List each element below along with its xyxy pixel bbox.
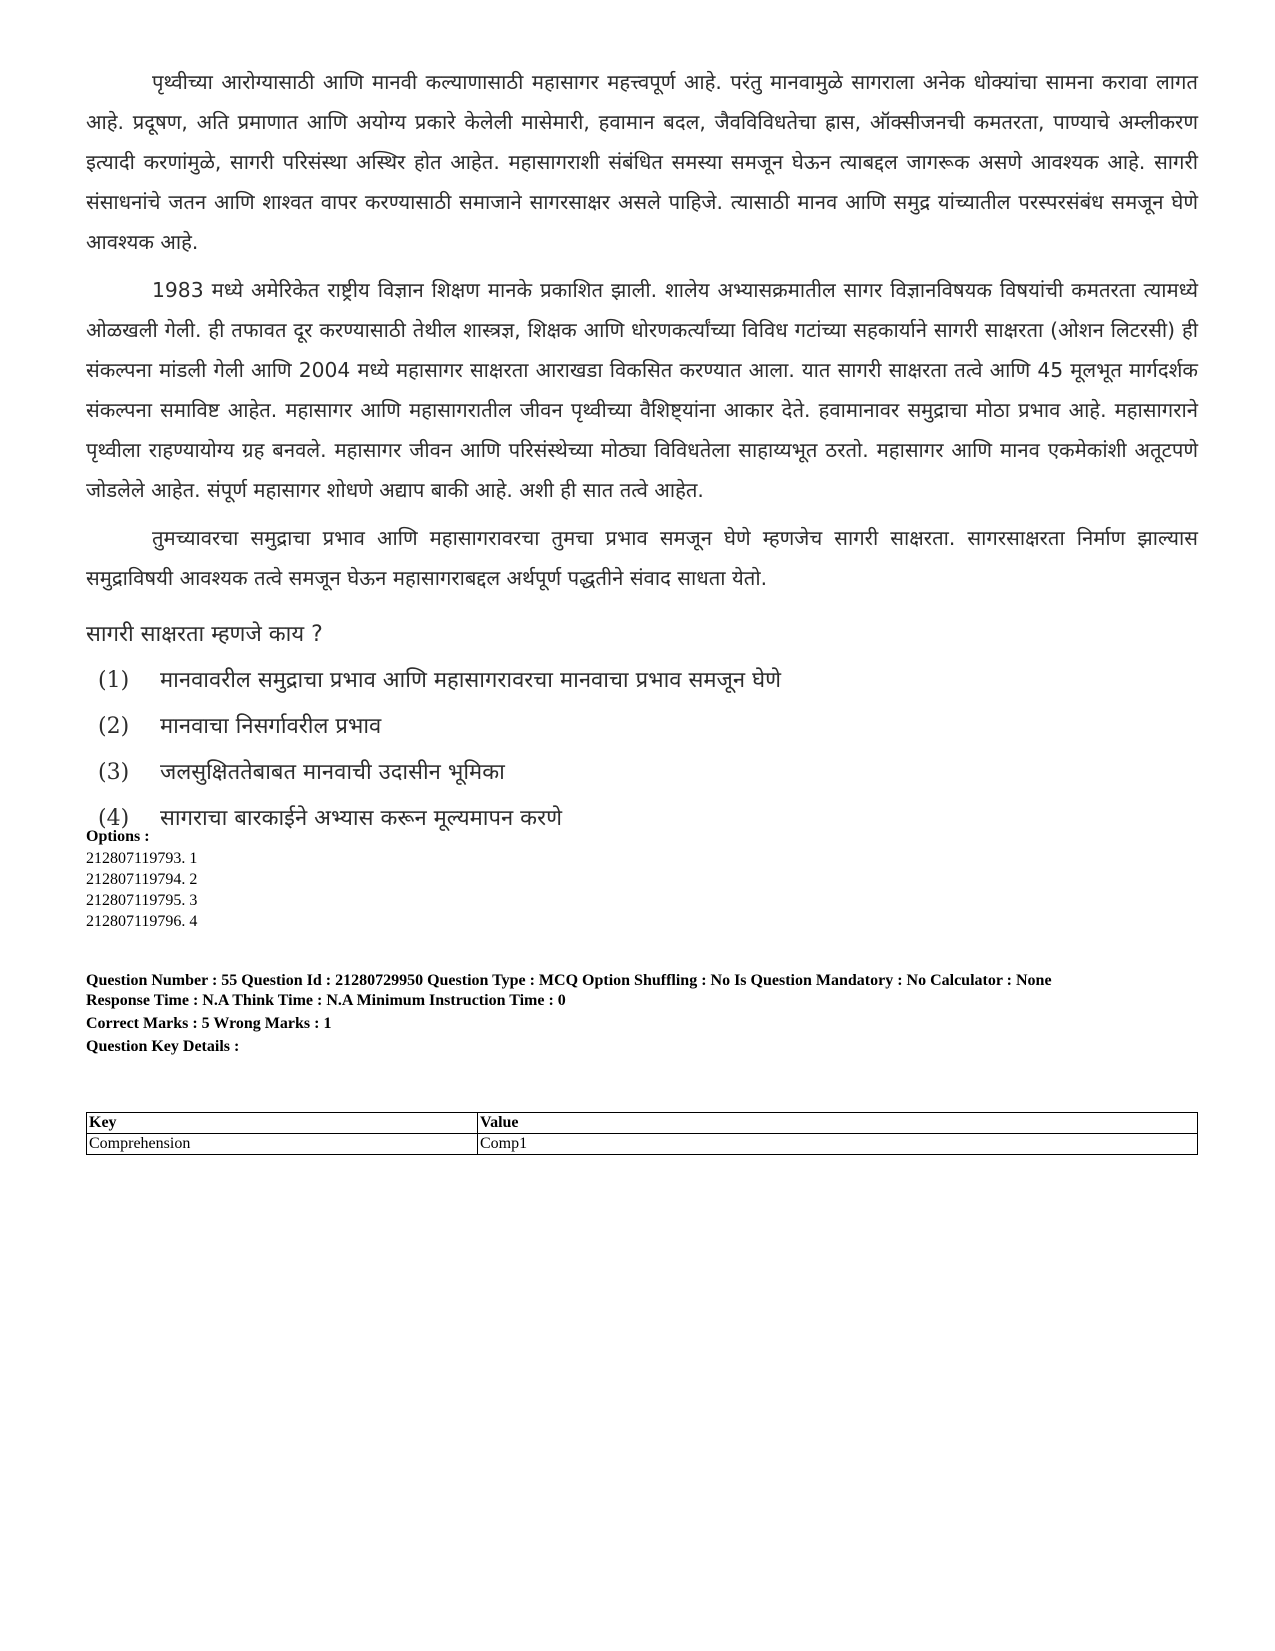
table-header-value: Value: [478, 1113, 1198, 1134]
choice-2: [86, 704, 1198, 750]
choice-number: (1): [98, 668, 130, 693]
table-cell-key: Comprehension: [87, 1134, 478, 1155]
passage-paragraph-2: 1983 मध्ये अमेरिकेत राष्ट्रीय विज्ञान शिक्षण मानके प्रकाशित झाली. शालेय अभ्यासक्रमातील सागर विज्ञानविषयक विषयांची कमतरता त्यामध्ये ओळखली गेली. ही तफावत दूर करण्यासाठी तेथील शास्त्रज्ञ, शिक्षक आणि धोरणकर्त्यांच्या विविध गटांच्या सहकार्याने सागरी साक्षरता (ओशन लिटरसी) ही संकल्पना मांडली गेली आणि 2004 मध्ये महासागर साक्षरता आराखडा विकसित करण्यात आला. यात सागरी साक्षरता तत्वे आणि 45 मूलभूत मार्गदर्शक संकल्पना समाविष्ट आहेत. महासागर आणि महासागरातील जीवन पृथ्वीच्या वैशिष्ट्यांना आकार देते. हवामानावर समुद्राचा मोठा प्रभाव आहे. महासागराने पृथ्वीला राहण्यायोग्य ग्रह बनवले. महासागर जीवन आणि परिसंस्थेच्या मोठ्या विविधतेला साहाय्यभूत ठरतो. महासागर आणि मानव एकमेकांशी अतूटपणे जोडलेले आहेत. संपूर्ण महासागर शोधणे अद्याप बाकी आहे. अशी ही सात तत्वे आहेत.: [86, 278, 1198, 502]
choice-text: मानवाचा निसर्गावरील प्रभाव: [160, 714, 382, 739]
key-details-table: [86, 1112, 1198, 1155]
table-cell-value: Comp1: [478, 1134, 1198, 1155]
choice-1: [86, 658, 1198, 704]
choice-number: (2): [98, 714, 130, 739]
table-header-row: [87, 1113, 1198, 1134]
passage-paragraph-3: तुमच्यावरचा समुद्राचा प्रभाव आणि महासागरावरचा तुमचा प्रभाव समजून घेणे म्हणजेच सागरी साक्षरता. सागरसाक्षरता निर्माण झाल्यास समुद्राविषयी आवश्यक तत्वे समजून घेऊन महासागराबद्दल अर्थपूर्ण पद्धतीने संवाद साधता येतो.: [86, 526, 1198, 590]
option-id-1: 212807119793. 1: [86, 850, 198, 867]
key-details-heading: Question Key Details :: [86, 1038, 240, 1055]
question-info-line-2: Response Time : N.A Think Time : N.A Minimum Instruction Time : 0: [86, 992, 566, 1009]
options-heading: Options :: [86, 828, 150, 845]
choice-text: सागराचा बारकाईने अभ्यास करून मूल्यमापन करणे: [160, 806, 562, 831]
question-info-line-1: Question Number : 55 Question Id : 21280729950 Question Type : MCQ Option Shuffling : No Is Question Mandatory : No Calculator : None: [86, 972, 1052, 989]
question-text: सागरी साक्षरता म्हणजे काय ?: [86, 622, 323, 647]
choice-text: जलसुक्षिततेबाबत मानवाची उदासीन भूमिका: [160, 760, 505, 785]
option-id-2: 212807119794. 2: [86, 871, 198, 888]
choice-number: (4): [98, 806, 130, 831]
choice-number: (3): [98, 760, 130, 785]
options-section: [86, 827, 197, 932]
passage-paragraph-1: पृथ्वीच्या आरोग्यासाठी आणि मानवी कल्याणासाठी महासागर महत्त्वपूर्ण आहे. परंतु मानवामुळे सागराला अनेक धोक्यांचा सामना करावा लागत आहे. प्रदूषण, अति प्रमाणात आणि अयोग्य प्रकारे केलेली मासेमारी, हवामान बदल, जैवविविधतेचा ह्रास, ऑक्सीजनची कमतरता, पाण्याचे अम्लीकरण इत्यादी करणांमुळे, सागरी परिसंस्था अस्थिर होत आहेत. महासागराशी संबंधित समस्या समजून घेऊन त्याबद्दल जागरूक असणे आवश्यक आहे. सागरी संसाधनांचे जतन आणि शाश्वत वापर करण्यासाठी समाजाने सागरसाक्षर असले पाहिजे. त्यासाठी मानव आणि समुद्र यांच्यातील परस्परसंबंध समजून घेणे आवश्यक आहे.: [86, 70, 1198, 254]
choice-4: [86, 796, 1198, 842]
table-row: [87, 1134, 1198, 1155]
marks-line: Correct Marks : 5 Wrong Marks : 1: [86, 1015, 332, 1032]
passage-image: [86, 62, 1198, 842]
option-id-3: 212807119795. 3: [86, 892, 198, 909]
choice-text: मानवावरील समुद्राचा प्रभाव आणि महासागरावरचा मानवाचा प्रभाव समजून घेणे: [160, 668, 781, 693]
choice-3: [86, 750, 1198, 796]
table-header-key: Key: [87, 1113, 478, 1134]
question-info: [86, 971, 1052, 1057]
option-id-4: 212807119796. 4: [86, 913, 198, 930]
